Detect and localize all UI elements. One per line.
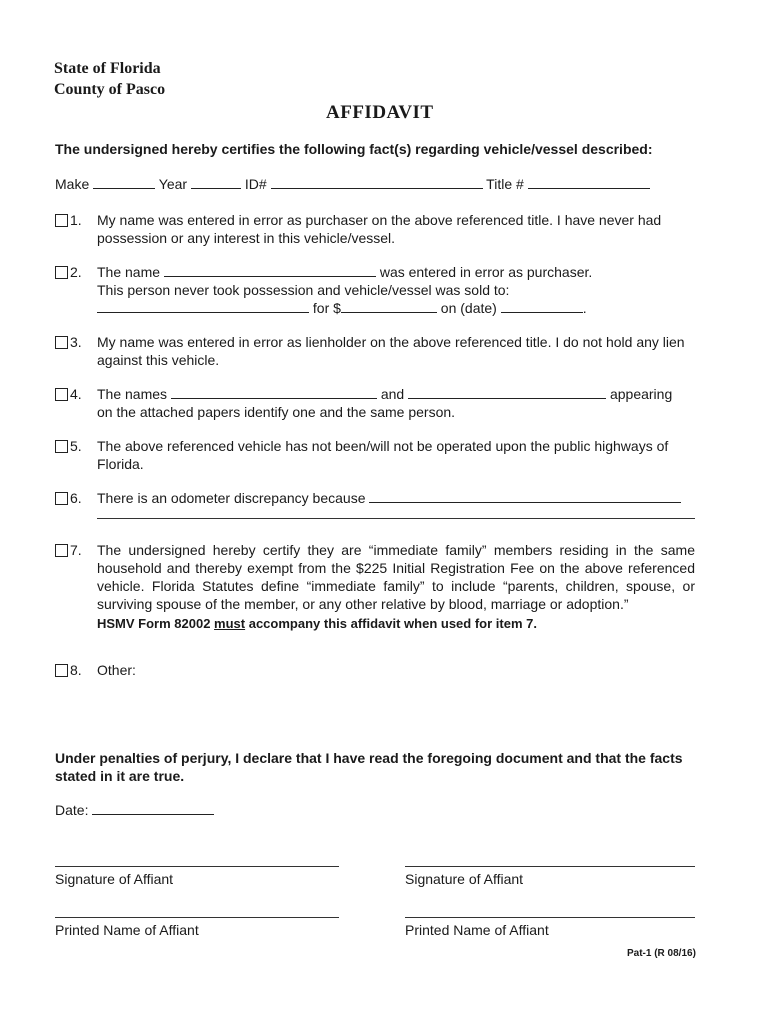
item-7-text	[97, 541, 695, 613]
item-5-checkbox[interactable]	[55, 440, 68, 453]
item-6-number: 6.	[70, 490, 82, 506]
affidavit-item-6	[55, 489, 695, 507]
sale-amount-field[interactable]	[341, 300, 437, 313]
date-row	[55, 802, 214, 818]
item-7-text-b: Initial Registration Fee on the above referenced vehicle. Florida Statutes define “immediate family” to include “parents, children, spouse, or surviving spouse of the member, or any other relative by blood, marriage or adoption.”	[97, 560, 695, 612]
printed-name-line-2[interactable]	[405, 917, 695, 918]
note-rest: accompany this affidavit when used for item 7.	[245, 616, 537, 631]
certification-statement: The undersigned hereby certifies the following fact(s) regarding vehicle/vessel described:	[55, 141, 653, 157]
affidavit-item-4	[55, 385, 695, 421]
date-label: Date:	[55, 802, 89, 818]
item-2-number: 2.	[70, 264, 82, 280]
item-3-number: 3.	[70, 334, 82, 350]
note-must: must	[214, 616, 246, 631]
item-6-text: There is an odometer discrepancy because	[97, 490, 366, 506]
item-1-text: My name was entered in error as purchaser on the above referenced title. I have never had possession or any interest in this vehicle/vessel.	[97, 212, 662, 246]
sale-date-field[interactable]	[501, 300, 583, 313]
item-1-checkbox[interactable]	[55, 214, 68, 227]
sold-to-field[interactable]	[97, 300, 309, 313]
printed-name-label-1: Printed Name of Affiant	[55, 922, 199, 938]
item-4-checkbox[interactable]	[55, 388, 68, 401]
title-label: Title #	[486, 176, 524, 192]
item-2-error-text: was entered in error as purchaser.	[379, 264, 593, 280]
item-3-text: My name was entered in error as lienholder on the above referenced title. I do not hold any lien against this vehicle.	[97, 334, 685, 368]
purchaser-name-field[interactable]	[164, 264, 376, 277]
signature-label-1: Signature of Affiant	[55, 871, 174, 887]
item-5-number: 5.	[70, 438, 82, 454]
item-2-checkbox[interactable]	[55, 266, 68, 279]
item-2-for-label: for $	[312, 300, 341, 316]
state-heading: State of Florida	[54, 60, 161, 77]
affidavit-item-8	[55, 661, 695, 679]
item-6-checkbox[interactable]	[55, 492, 68, 505]
signature-line-2[interactable]	[405, 866, 695, 867]
signature-label-2: Signature of Affiant	[405, 871, 524, 887]
signature-line-1[interactable]	[55, 866, 339, 867]
year-field[interactable]	[191, 176, 241, 189]
second-name-field[interactable]	[408, 386, 606, 399]
printed-name-line-1[interactable]	[55, 917, 339, 918]
perjury-statement: Under penalties of perjury, I declare that I have read the foregoing document and that the facts stated in it are true.	[55, 750, 683, 784]
vehicle-description-row	[55, 176, 650, 192]
item-7-form-note	[97, 615, 695, 633]
year-label: Year	[158, 176, 188, 192]
first-name-field[interactable]	[171, 386, 377, 399]
odometer-reason-field[interactable]	[369, 490, 681, 503]
item-4-appearing-label: appearing	[609, 386, 673, 402]
note-form-number: HSMV Form 82002	[97, 616, 215, 631]
county-heading: County of Pasco	[54, 81, 166, 98]
title-field[interactable]	[528, 176, 650, 189]
affidavit-item-2	[55, 263, 695, 317]
affidavit-item-1	[55, 211, 695, 247]
item-4-text: on the attached papers identify one and the same person.	[97, 404, 456, 420]
printed-name-label-2: Printed Name of Affiant	[405, 922, 549, 938]
item-5-text: The above referenced vehicle has not been/will not be operated upon the public highways of Florida.	[97, 438, 669, 472]
item-2-name-label: The name	[97, 264, 161, 280]
item-4-names-label: The names	[97, 386, 168, 402]
date-field[interactable]	[92, 802, 214, 815]
affidavit-item-7	[55, 541, 695, 633]
item-1-number: 1.	[70, 212, 82, 228]
make-field[interactable]	[93, 176, 155, 189]
item-8-number: 8.	[70, 662, 82, 678]
affidavit-item-5	[55, 437, 695, 473]
item-8-text: Other:	[97, 662, 136, 678]
odometer-reason-field-line-2[interactable]	[97, 518, 695, 519]
affidavit-item-3	[55, 333, 695, 369]
make-label: Make	[55, 176, 90, 192]
registration-fee: $225	[356, 560, 388, 576]
item-4-number: 4.	[70, 386, 82, 402]
item-2-period: .	[582, 300, 587, 316]
id-field[interactable]	[271, 176, 483, 189]
item-7-checkbox[interactable]	[55, 544, 68, 557]
item-7-text-a: The undersigned hereby certify they are “immediate family” members residing in the same household and thereby exempt from the	[97, 542, 695, 576]
form-code: Pat-1 (R 08/16)	[627, 948, 696, 959]
item-7-number: 7.	[70, 542, 82, 558]
item-8-checkbox[interactable]	[55, 664, 68, 677]
id-label: ID#	[244, 176, 267, 192]
item-3-checkbox[interactable]	[55, 336, 68, 349]
item-4-and-label: and	[380, 386, 405, 402]
item-2-date-label: on (date)	[440, 300, 497, 316]
page-title: AFFIDAVIT	[326, 102, 434, 123]
item-2-sold-text: This person never took possession and vehicle/vessel was sold to:	[97, 282, 510, 298]
